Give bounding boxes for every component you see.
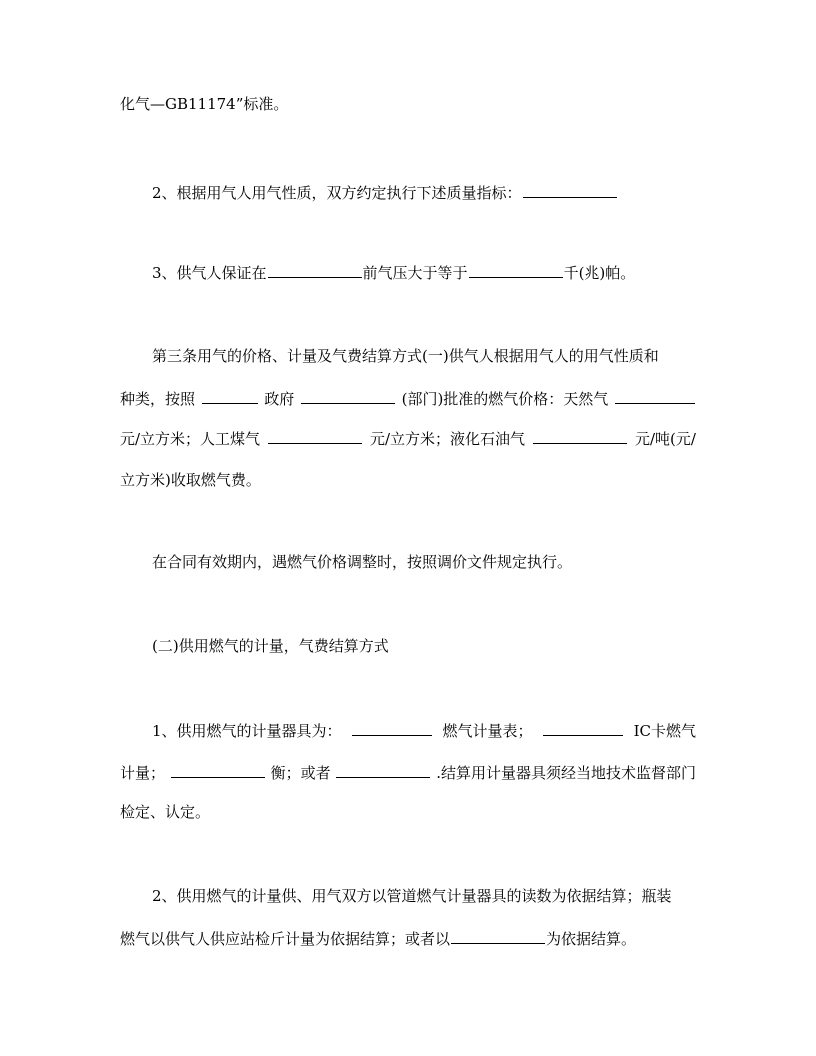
paragraph-line xyxy=(120,388,696,409)
text: 在合同有效期内，遇燃气价格调整时，按照调价文件规定执行。 xyxy=(152,553,573,571)
paragraph-line xyxy=(120,762,696,783)
text: 2、供用燃气的计量供、用气双方以管道燃气计量器具的读数为依据结算；瓶装 xyxy=(152,887,672,905)
paragraph-line xyxy=(120,94,696,114)
text: 检定、认定。 xyxy=(120,803,211,821)
text: 前气压大于等于 xyxy=(362,264,468,282)
text: .结算用计量器具须经当地技术监督部门 xyxy=(436,764,696,782)
text: 为依据结算。 xyxy=(546,930,637,948)
blank-field[interactable] xyxy=(352,720,432,736)
text: 立方米)收取燃气费。 xyxy=(120,471,261,489)
paragraph-line xyxy=(152,552,696,572)
text: 燃气计量表； xyxy=(442,722,533,740)
paragraph-line xyxy=(152,346,696,366)
text: (二)供用燃气的计量，气费结算方式 xyxy=(152,637,389,655)
blank-field[interactable] xyxy=(451,928,545,944)
blank-field[interactable] xyxy=(268,262,362,278)
text: 3、供气人保证在 xyxy=(152,264,267,282)
paragraph-line xyxy=(152,886,696,906)
text: 燃气以供气人供应站检斤计量为依据结算；或者以 xyxy=(120,930,451,948)
blank-field[interactable] xyxy=(523,182,617,198)
text: IC卡燃气 xyxy=(633,722,696,740)
blank-field[interactable] xyxy=(202,388,258,404)
blank-field[interactable] xyxy=(171,762,265,778)
paragraph-line xyxy=(120,428,696,449)
blank-field[interactable] xyxy=(543,720,623,736)
text: 元/立方米；液化石油气 xyxy=(370,430,526,448)
paragraph-line xyxy=(152,182,696,203)
blank-field[interactable] xyxy=(336,762,430,778)
text: 化气—GB11174”标准。 xyxy=(120,95,289,113)
blank-field[interactable] xyxy=(533,428,627,444)
text: 2、根据用气人用气性质，双方约定执行下述质量指标： xyxy=(152,184,522,202)
paragraph-line xyxy=(152,262,696,283)
blank-field[interactable] xyxy=(268,428,362,444)
text: 1、供用燃气的计量器具为： xyxy=(152,722,342,740)
text: (部门)批准的燃气价格：天然气 xyxy=(401,390,609,408)
paragraph-line xyxy=(120,470,696,490)
blank-field[interactable] xyxy=(469,262,563,278)
paragraph-line xyxy=(120,928,696,949)
text: 元/立方米；人工煤气 xyxy=(120,430,261,448)
text: 计量； xyxy=(120,764,166,782)
text: 衡；或者 xyxy=(270,764,331,782)
text: 政府 xyxy=(264,390,295,408)
blank-field[interactable] xyxy=(301,388,395,404)
text: 元/吨(元/ xyxy=(635,430,696,448)
text: 种类，按照 xyxy=(120,390,196,408)
text: 千(兆)帕。 xyxy=(563,264,636,282)
text: 第三条用气的价格、计量及气费结算方式(一)供气人根据用气人的用气性质和 xyxy=(152,347,659,365)
blank-field[interactable] xyxy=(615,388,695,404)
paragraph-line xyxy=(120,802,696,822)
paragraph-line xyxy=(152,720,696,741)
paragraph-line xyxy=(152,636,696,656)
